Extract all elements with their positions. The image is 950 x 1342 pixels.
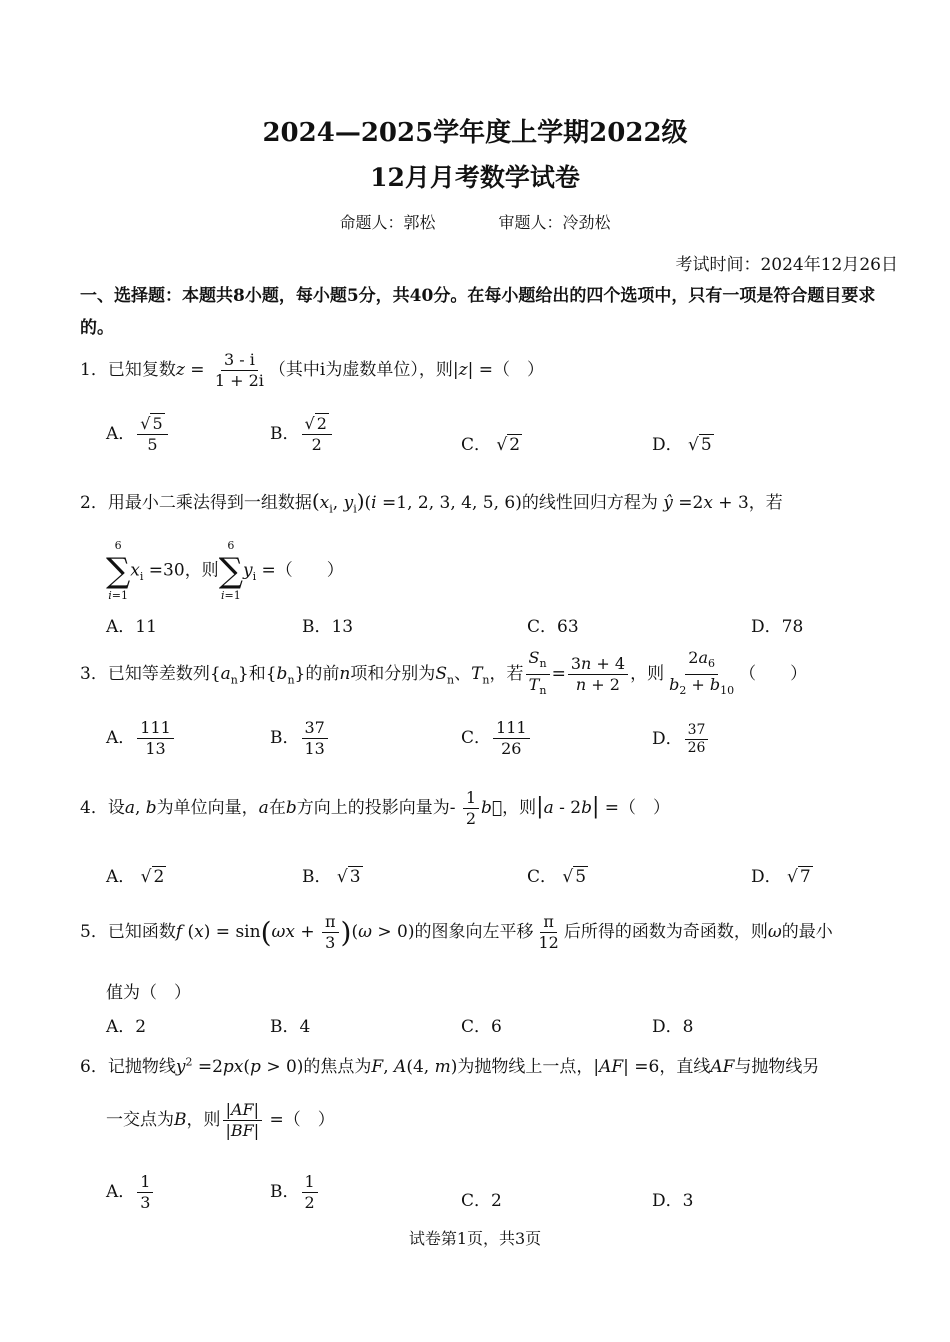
q2-option-b: B．13	[302, 617, 354, 637]
q3-option-c: C． $\frac{111}{26}$	[461, 718, 532, 759]
q2-option-c: C．63	[527, 617, 579, 637]
question-1: 1．已知复数z = $\frac{3 - i}{1 + 2i}$ （其中i为虚数单位），则|z| =（ ）	[80, 350, 544, 390]
q3-option-d: D． $\frac{37}{26}$	[652, 722, 710, 757]
q1-option-a: A． $\frac{√ 5}{5}$	[106, 414, 170, 455]
question-4: 4．设a, b为单位向量，a在b方向上的投影向量为- $\frac{1}{2}$ b⃗，则|a - 2b| =（ ）	[80, 788, 671, 828]
exam-authors	[0, 210, 950, 233]
q2-option-d: D．78	[751, 617, 804, 637]
page-footer: 试卷第1页，共3页	[408, 1229, 542, 1248]
q1-option-b: B． $\frac{√ 2}{2}$	[270, 414, 334, 455]
question-2: 2．用最小二乘法得到一组数据($x_i$, $y_i)(i =1$, 2, 3, 4, 5, 6)的线性回归方程为 ŷ =2x + 3，若	[80, 489, 783, 516]
question-6: 6．记抛物线$y^2 =2px(p > 0)$的焦点为F, A(4, m)为抛物线上一点，|AF| =6，直线AF与抛物线另	[80, 1055, 820, 1077]
question-3: 3．已知等差数列$\{a_n\}$和$\{b_n\}$的前n项和分别为$S_n$、$T_n$，若 $\frac{S_n}{T_n}$ = $\frac{3n + 4}{n + 2}$ ，则 $\frac{2a_6}{b_2 + b_{10}}$ （ ）	[80, 648, 808, 698]
q4-option-b: B． √ 3	[302, 867, 361, 887]
q3-option-b: B． $\frac{37}{13}$	[270, 718, 330, 759]
exam-title-line2: 12月月考数学试卷	[370, 163, 580, 192]
question-6-line2: 一交点为B，则 $\frac{|AF|}{|BF|}$ =（ ）	[106, 1100, 335, 1140]
q5-option-a: A．2	[106, 1017, 147, 1037]
q5-option-d: D．8	[652, 1017, 694, 1037]
setter: 命题人：郭松	[339, 213, 436, 232]
question-2-line2: 6 ∑ i=1 $x_i =30$，则 6 ∑ i=1 $y_i$ =（ ）	[106, 539, 344, 602]
reviewer: 审题人：冷劲松	[498, 213, 611, 232]
q3-option-a: A． $\frac{111}{13}$	[106, 718, 176, 759]
q6-option-b: B． $\frac{1}{2}$	[270, 1172, 320, 1213]
q6-option-c: C．2	[461, 1191, 502, 1211]
q4-option-a: A． √ 2	[106, 867, 165, 887]
exam-time: 考试时间：2024年12月26日	[675, 255, 898, 275]
q5-option-c: C．6	[461, 1017, 502, 1037]
q2-option-a: A．11	[106, 617, 157, 637]
q1-option-d: D． √ 5	[652, 435, 712, 455]
exam-title-line1: 2024—2025学年度上学期2022级	[262, 118, 688, 148]
question-5-line2: 值为（ ）	[106, 983, 191, 1003]
q4-option-c: C． √ 5	[527, 867, 587, 887]
q1-fraction: $\frac{3 - i}{1 + 2i}$	[214, 350, 264, 390]
question-5: 5．已知函数f (x) = sin(ωx + $\frac{\pi}{3}$ )(ω > 0)的图象向左平移 $\frac{\pi}{12}$ 后所得的函数为奇函数，则ω的最小	[80, 912, 833, 952]
q5-option-b: B．4	[270, 1017, 311, 1037]
q1-option-c: C． √ 2	[461, 435, 521, 455]
q4-option-d: D． √ 7	[751, 867, 811, 887]
section-heading: 一、选择题：本题共8小题，每小题5分，共40分。在每小题给出的四个选项中，只有一项是符合题目要求的。	[80, 286, 876, 338]
q6-option-d: D．3	[652, 1191, 694, 1211]
q6-option-a: A． $\frac{1}{3}$	[106, 1172, 155, 1213]
